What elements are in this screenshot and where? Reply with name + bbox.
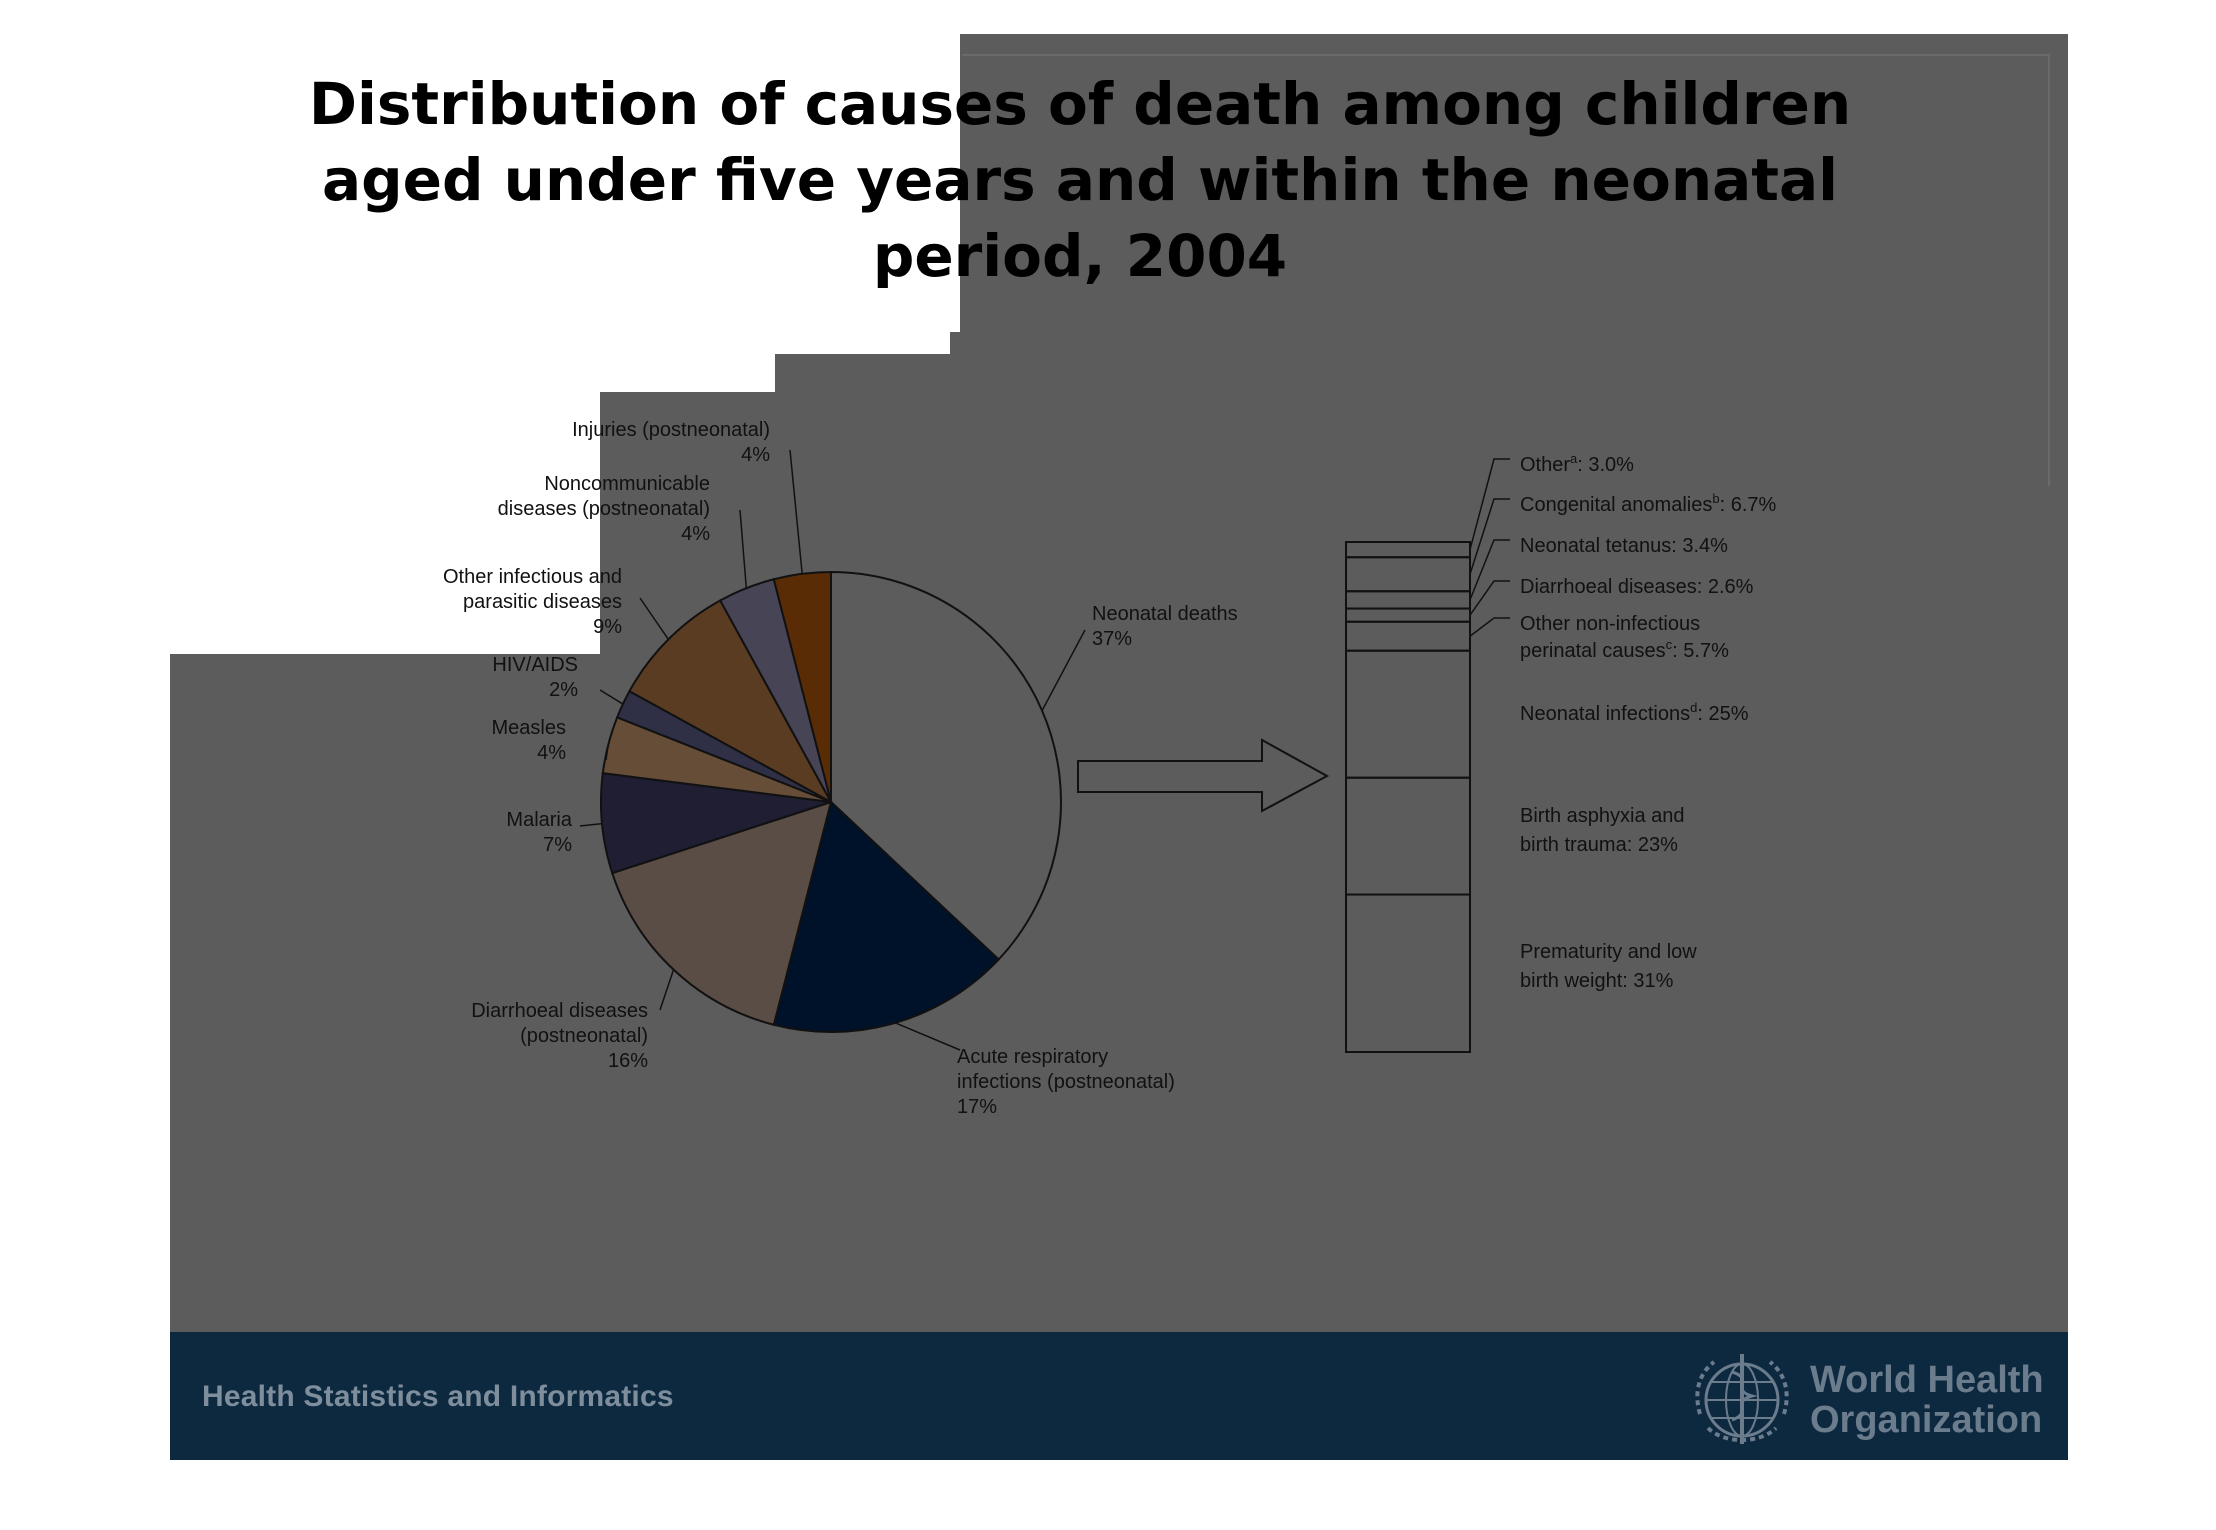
who-org-name-line2: Organization [1810, 1399, 2043, 1441]
bar-label-value: : 3.0% [1577, 454, 1634, 476]
bar-label-congenital-anomalies [1520, 491, 1776, 516]
pie-leader-line [640, 598, 668, 639]
stacked-bar-labels [1520, 451, 1776, 992]
pie-leader-line [1042, 630, 1085, 711]
bar-label-line: birth trauma: 23% [1520, 834, 1678, 856]
pie-label-line: diseases (postneonatal) [497, 498, 710, 520]
pie-label-other-infectious-and [443, 566, 622, 638]
pie-label-line: 17% [957, 1096, 998, 1118]
stacked-bar [1346, 459, 1510, 1052]
bar-label-neonatal-infections [1520, 700, 1749, 725]
bar-segment-diarrhoeal-diseases-2-6 [1346, 609, 1470, 622]
bar-label-value: : 25% [1697, 703, 1749, 725]
pie-label-line: 7% [543, 834, 572, 856]
bar-segment-congenital-anomalies [1346, 557, 1470, 591]
bar-leader-line [1470, 499, 1510, 574]
pie-label-hiv-aids [492, 654, 578, 701]
pie-leader-line [895, 1023, 960, 1050]
pie-label-line: infections (postneonatal) [957, 1071, 1175, 1093]
bar-label-footnote: a [1570, 451, 1578, 466]
pie-label-line: Measles [491, 717, 566, 739]
bar-leader-line [1470, 459, 1510, 550]
pie-label-line: Malaria [506, 809, 572, 831]
arrow-shape [1078, 740, 1327, 811]
pie-label-line: 37% [1092, 628, 1133, 650]
pie-leader-line [600, 690, 623, 704]
pie-label-line: 4% [681, 523, 710, 545]
page-title: Distribution of causes of death among children aged under five years and within the neonatal period, 2004 [308, 70, 1852, 290]
pie-chart [601, 572, 1061, 1032]
bar-label-line: Other non-infectious [1520, 613, 1701, 635]
pie-label-acute-respiratory [957, 1046, 1175, 1118]
bar-label-line: birth weight: 31% [1520, 970, 1674, 992]
bar-label-line: perinatal causes [1520, 640, 1666, 662]
pie-label-line: Injuries (postneonatal) [572, 419, 770, 441]
bar-label-neonatal-tetanus-3-4 [1520, 535, 1728, 557]
bar-label-prematurity-and-low [1520, 941, 1697, 992]
bar-label-line: Neonatal infections [1520, 703, 1691, 725]
bar-label-footnote: b [1712, 491, 1720, 506]
bar-leader-line [1470, 618, 1510, 636]
pie-label-line: 16% [607, 1050, 648, 1072]
pie-label-line: 2% [549, 679, 578, 701]
bar-label-diarrhoeal-diseases-2-6 [1520, 576, 1754, 598]
pie-label-line: (postneonatal) [520, 1025, 648, 1047]
pie-leader-line [660, 970, 674, 1010]
pie-label-injuries-postneonatal [572, 419, 770, 466]
pie-label-malaria [506, 809, 572, 856]
bar-segment-birth-asphyxia-and [1346, 778, 1470, 895]
pie-label-line: Neonatal deaths [1092, 603, 1238, 625]
bar-label-line: Diarrhoeal diseases: 2.6% [1520, 576, 1754, 598]
bar-leader-line [1470, 540, 1510, 600]
pie-label-neonatal-deaths [1092, 603, 1238, 650]
bar-segment-other-non-infectious [1346, 622, 1470, 651]
bar-label-line: Neonatal tetanus: 3.4% [1520, 535, 1728, 557]
pie-label-diarrhoeal-diseases [471, 1000, 648, 1072]
pie-label-line: 9% [593, 616, 622, 638]
pie-label-line: 4% [741, 444, 770, 466]
who-org-name-line1: World Health [1810, 1359, 2044, 1401]
pie-label-line: Acute respiratory [957, 1046, 1109, 1068]
bar-segment-neonatal-tetanus-3-4 [1346, 591, 1470, 608]
pie-label-line: HIV/AIDS [492, 654, 578, 676]
pie-label-line: Noncommunicable [544, 473, 710, 495]
bar-segment-neonatal-infections [1346, 651, 1470, 778]
bar-label-line: Prematurity and low [1520, 941, 1697, 963]
bar-segment-prematurity-and-low [1346, 895, 1470, 1052]
pie-label-line: parasitic diseases [463, 591, 622, 613]
pie-leader-line [740, 510, 746, 588]
bar-label-birth-asphyxia-and [1520, 805, 1685, 856]
bar-label-footnote: d [1690, 700, 1698, 715]
pie-leader-line [580, 824, 602, 826]
bar-segment-other [1346, 542, 1470, 557]
pie-label-measles [492, 717, 567, 764]
bar-label-line: Other [1520, 454, 1571, 476]
bar-label-line: Birth asphyxia and [1520, 805, 1685, 827]
pie-label-line: Other infectious and [443, 566, 622, 588]
bar-label-value: : 6.7% [1719, 494, 1777, 516]
bar-label-line: Congenital anomalies [1520, 494, 1713, 516]
footer-unit-name: Health Statistics and Informatics [202, 1380, 674, 1413]
bar-label-footnote: c [1665, 637, 1673, 652]
pie-label-line: 4% [537, 742, 566, 764]
pie-label-noncommunicable [498, 473, 711, 545]
bar-label-other-non-infectious [1520, 613, 1729, 662]
pie-label-line: Diarrhoeal diseases [471, 1000, 648, 1022]
bar-label-other [1520, 451, 1634, 476]
pie-leader-line [790, 450, 802, 574]
bar-label-value: : 5.7% [1672, 640, 1729, 662]
